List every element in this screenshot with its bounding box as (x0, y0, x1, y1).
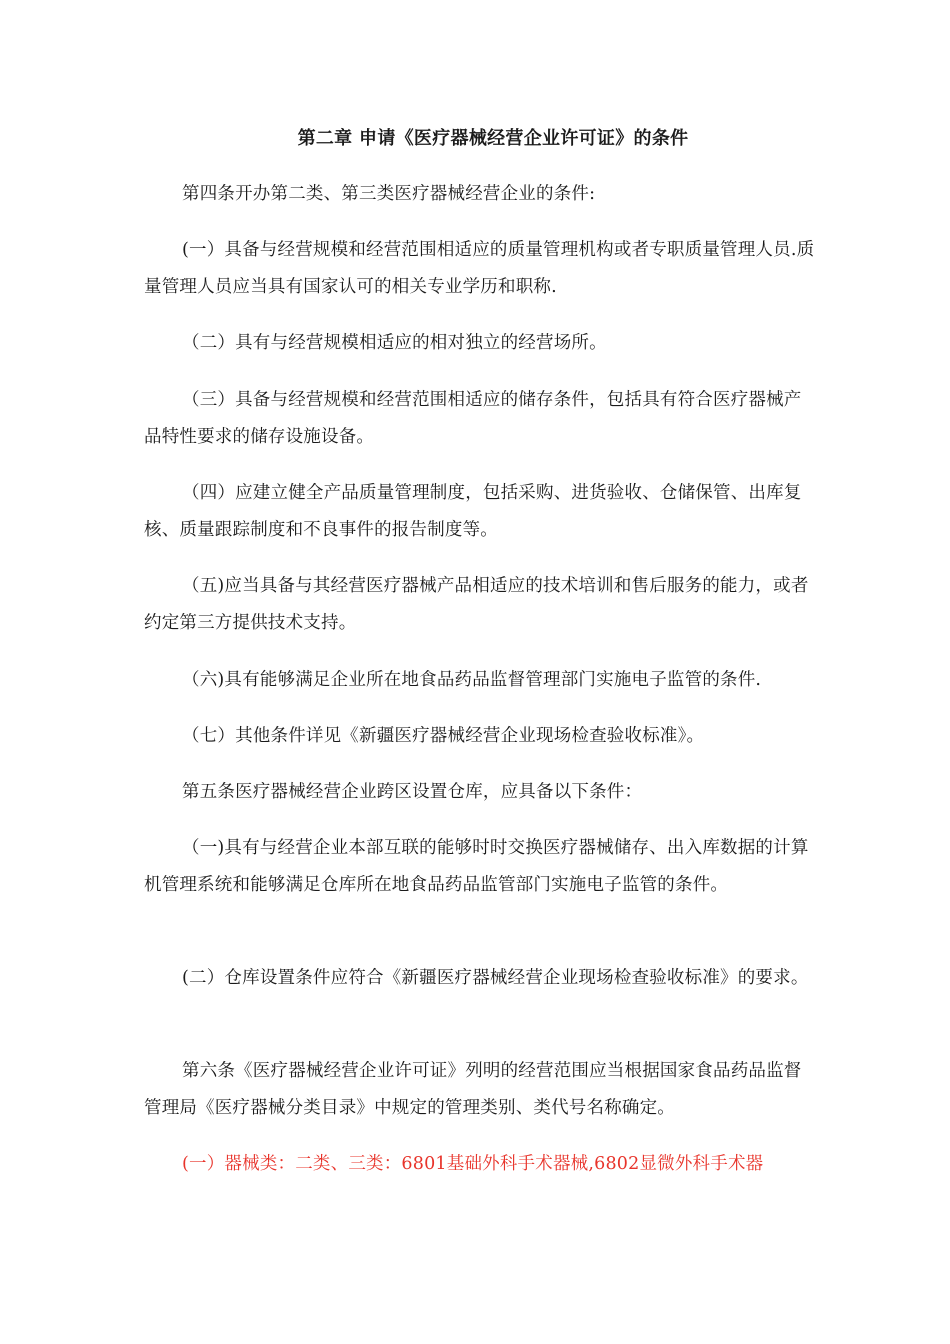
article-4-item-7: （七）其他条件详见《新疆医疗器械经营企业现场检查验收标准》。 (182, 726, 705, 746)
article-4-item-4: （四）应建立健全产品质量管理制度，包括采购、进货验收、仓储保管、出库复核、质量跟踪制度和不良事件的报告制度等。 (144, 483, 802, 540)
article-5-item-2: (二）仓库设置条件应符合《新疆医疗器械经营企业现场检查验收标准》的要求。 (182, 968, 809, 988)
article-4-item-2: （二）具有与经营规模相适应的相对独立的经营场所。 (182, 333, 607, 353)
article-5-item-1: （一)具有与经营企业本部互联的能够时时交换医疗器械储存、出入库数据的计算机管理系统和能够满足仓库所在地食品药品监管部门实施电子监管的条件。 (144, 838, 809, 895)
article-4-item-6: （六)具有能够满足企业所在地食品药品监督管理部门实施电子监管的条件. (182, 670, 762, 690)
article-4-heading: 第四条开办第二类、第三类医疗器械经营企业的条件: (182, 184, 596, 204)
chapter-title: 第二章 申请《医疗器械经营企业许可证》的条件 (297, 128, 689, 149)
article-4-item-1: (一）具备与经营规模和经营范围相适应的质量管理机构或者专职质量管理人员.质量管理人员应当具有国家认可的相关专业学历和职称. (144, 240, 815, 297)
article-4-item-3: （三）具备与经营规模和经营范围相适应的储存条件，包括具有符合医疗器械产品特性要求的储存设施设备。 (144, 390, 802, 447)
article-4-item-5: （五)应当具备与其经营医疗器械产品相适应的技术培训和售后服务的能力，或者约定第三方提供技术支持。 (144, 576, 809, 633)
article-6-heading: 第六条《医疗器械经营企业许可证》列明的经营范围应当根据国家食品药品监督管理局《医疗器械分类目录》中规定的管理类别、类代号名称确定。 (144, 1061, 802, 1118)
article-6-item-1-highlighted: (一）器械类：二类、三类：6801基础外科手术器械,6802显微外科手术器 (182, 1154, 764, 1174)
article-5-heading: 第五条医疗器械经营企业跨区设置仓库，应具备以下条件： (182, 782, 643, 802)
